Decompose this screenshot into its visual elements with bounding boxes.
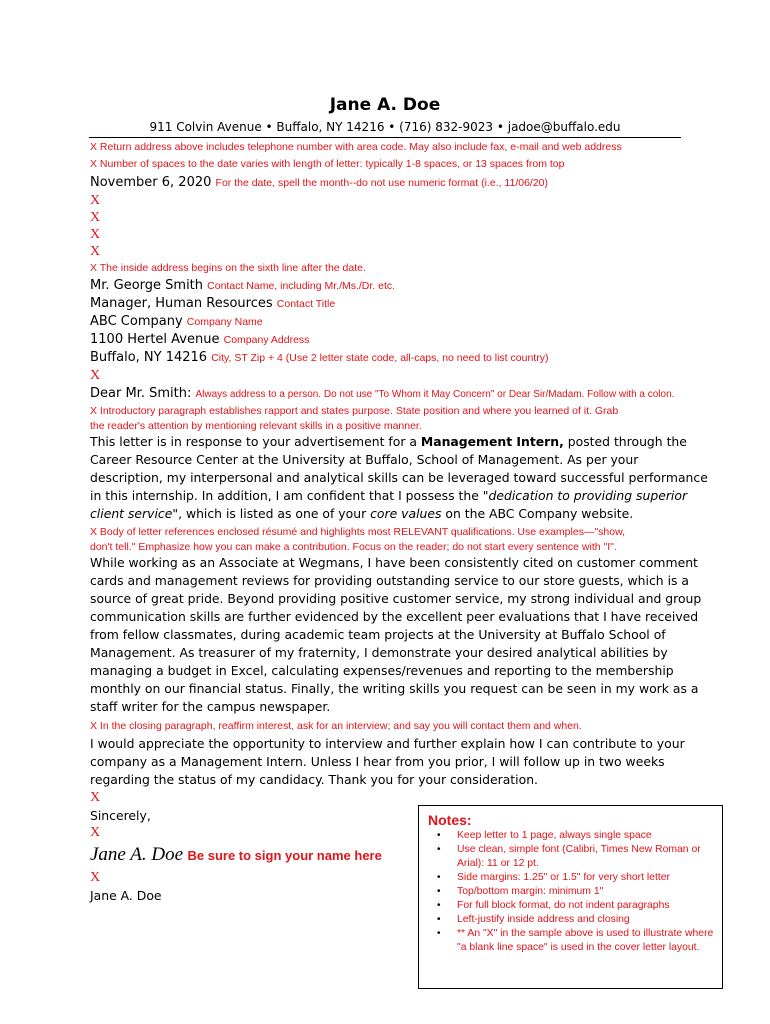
notes-item: • Keep letter to 1 page, always single space xyxy=(457,829,719,843)
paragraph-3-line: company as a Management Intern. Unless I hear from you prior, I will follow up in two weeks xyxy=(90,754,665,769)
tip-spaces: X Number of spaces to the date varies with length of letter: typically 1-8 spaces, or 13 spaces from top xyxy=(90,158,565,170)
recipient-title-line xyxy=(90,295,710,313)
paragraph-1-line xyxy=(90,505,690,523)
paragraph-2-line: source of great pride. Beyond providing positive customer service, my strong individual and group xyxy=(90,591,702,606)
core-values-emphasis: core values xyxy=(370,506,442,521)
paragraph-2-line: Management. As treasurer of my fraternity, I demonstrate your desired analytical abilities by xyxy=(90,645,668,660)
quote-emphasis: "dedication to providing superior xyxy=(482,488,688,503)
tip-return-address: X Return address above includes telephone number with area code. May also include fax, e-mail and web address xyxy=(90,141,622,153)
paragraph-1-line: description, my interpersonal and analytical skills can be leveraged toward successful performance xyxy=(90,470,708,485)
tip-salutation: Always address to a person. Do not use "To Whom it May Concern" or Dear Sir/Madam. Follow with a colon. xyxy=(195,389,675,400)
recipient-title: Manager, Human Resources xyxy=(90,296,273,311)
paragraph-2-line: managing a budget in Excel, calculating expenses/revenues and reporting to the membership xyxy=(90,663,674,678)
blank-marker: X xyxy=(90,193,101,208)
company-line xyxy=(90,313,710,331)
quote-emphasis: client service" xyxy=(90,506,179,521)
paragraph-1-line: Career Resource Center at the University at Buffalo, School of Management. As per your xyxy=(90,452,639,467)
sender-contact: 911 Colvin Avenue • Buffalo, NY 14216 • (716) 832-9023 • jadoe@buffalo.edu xyxy=(149,120,621,134)
tip-closing: X In the closing paragraph, reaffirm interest, ask for an interview; and say you will contact them and when. xyxy=(90,720,582,732)
position-emphasis: Management Intern, xyxy=(420,434,564,449)
tip-body-1: X Body of letter references enclosed résumé and highlights most RELEVANT qualifications. Use examples—"show, xyxy=(90,526,626,538)
header-divider xyxy=(89,137,681,138)
recipient-street: 1100 Hertel Avenue xyxy=(90,332,220,347)
notes-item: • Side margins: 1.25" or 1.5" for very short letter xyxy=(457,871,719,885)
blank-marker: X xyxy=(90,825,101,840)
blank-marker: X xyxy=(90,227,101,242)
salutation-line xyxy=(90,385,710,404)
blank-marker: X xyxy=(90,368,101,383)
notes-list xyxy=(437,829,719,955)
text: This letter is in response to your advertisement for a xyxy=(90,434,421,449)
blank-marker: X xyxy=(90,790,101,805)
recipient-company: ABC Company xyxy=(90,314,183,329)
paragraph-2-line: from fellow classmates, during academic team projects at the University at Buffalo School of xyxy=(90,627,666,642)
recipient-name: Mr. George Smith xyxy=(90,278,204,293)
sender-name: Jane A. Doe xyxy=(329,95,441,115)
street-line xyxy=(90,331,710,349)
notes-item: • Use clean, simple font (Calibri, Times New Roman or Arial): 11 or 12 pt. xyxy=(457,843,719,871)
text: , which is listed as one of your xyxy=(178,506,371,521)
notes-item: • ** An "X" in the sample above is used to illustrate where "a blank line space" is used in the cover letter layout. xyxy=(457,927,719,955)
tip-intro-2: the reader's attention by mentioning relevant skills in a positive manner. xyxy=(90,420,422,432)
text: on the ABC Company website. xyxy=(441,506,634,521)
recipient-city: Buffalo, NY 14216 xyxy=(90,350,208,365)
blank-marker: X xyxy=(90,244,101,259)
city-line xyxy=(90,349,710,367)
paragraph-3-line: I would appreciate the opportunity to interview and further explain how I can contribute to your xyxy=(90,736,685,751)
tip-city-state: City, ST Zip + 4 (Use 2 letter state code, all-caps, no need to list country) xyxy=(211,352,549,364)
tip-sign: Be sure to sign your name here xyxy=(187,848,382,863)
letter-date: November 6, 2020 xyxy=(90,175,212,190)
signature-line xyxy=(90,844,382,866)
tip-company-name: Company Name xyxy=(186,316,263,328)
paragraph-2-line: staff writer for the campus newspaper. xyxy=(90,699,331,714)
notes-box xyxy=(418,805,723,989)
notes-title: Notes: xyxy=(428,812,472,828)
closing: Sincerely, xyxy=(90,808,151,823)
tip-contact-title: Contact Title xyxy=(276,298,336,310)
blank-marker: X xyxy=(90,870,101,885)
tip-company-address: Company Address xyxy=(223,334,310,346)
paragraph-2-line: communication skills are further evidenced by the excellent peer evaluations that I have received xyxy=(90,609,699,624)
paragraph-2-line: monthly on our financial status. Finally, the writing skills you request can be seen in my work as a xyxy=(90,681,699,696)
tip-body-2: don't tell." Emphasize how you can make a contribution. Focus on the reader; do not start every sentence with "I". xyxy=(90,541,617,553)
typed-name: Jane A. Doe xyxy=(90,888,162,903)
blank-marker: X xyxy=(90,210,101,225)
paragraph-1-line xyxy=(90,433,690,451)
date-line xyxy=(90,174,710,192)
notes-item: • For full block format, do not indent paragraphs xyxy=(457,899,719,913)
paragraph-2-line: While working as an Associate at Wegmans, I have been consistently cited on customer comment xyxy=(90,555,698,570)
paragraph-1-line xyxy=(90,487,690,505)
recipient-name-line xyxy=(90,277,710,295)
text: posted through the xyxy=(563,434,687,449)
paragraph-3-line: regarding the status of my candidacy. Thank you for your consideration. xyxy=(90,772,538,787)
handwritten-signature: Jane A. Doe xyxy=(90,844,184,865)
tip-contact-name: Contact Name, including Mr./Ms./Dr. etc. xyxy=(207,280,396,292)
tip-date: For the date, spell the month--do not use numeric format (i.e., 11/06/20) xyxy=(215,177,549,189)
tip-inside-address: X The inside address begins on the sixth line after the date. xyxy=(90,262,366,274)
paragraph-2-line: cards and management reviews for providing outstanding service to our store guests, which is a xyxy=(90,573,689,588)
tip-intro-1: X Introductory paragraph establishes rapport and states purpose. State position and where you learned of it. Grab xyxy=(90,405,619,417)
salutation: Dear Mr. Smith: xyxy=(90,386,192,401)
text: in this internship. In addition, I am confident that I possess the xyxy=(90,488,483,503)
notes-item: • Left-justify inside address and closing xyxy=(457,913,719,927)
notes-item: • Top/bottom margin: minimum 1" xyxy=(457,885,719,899)
